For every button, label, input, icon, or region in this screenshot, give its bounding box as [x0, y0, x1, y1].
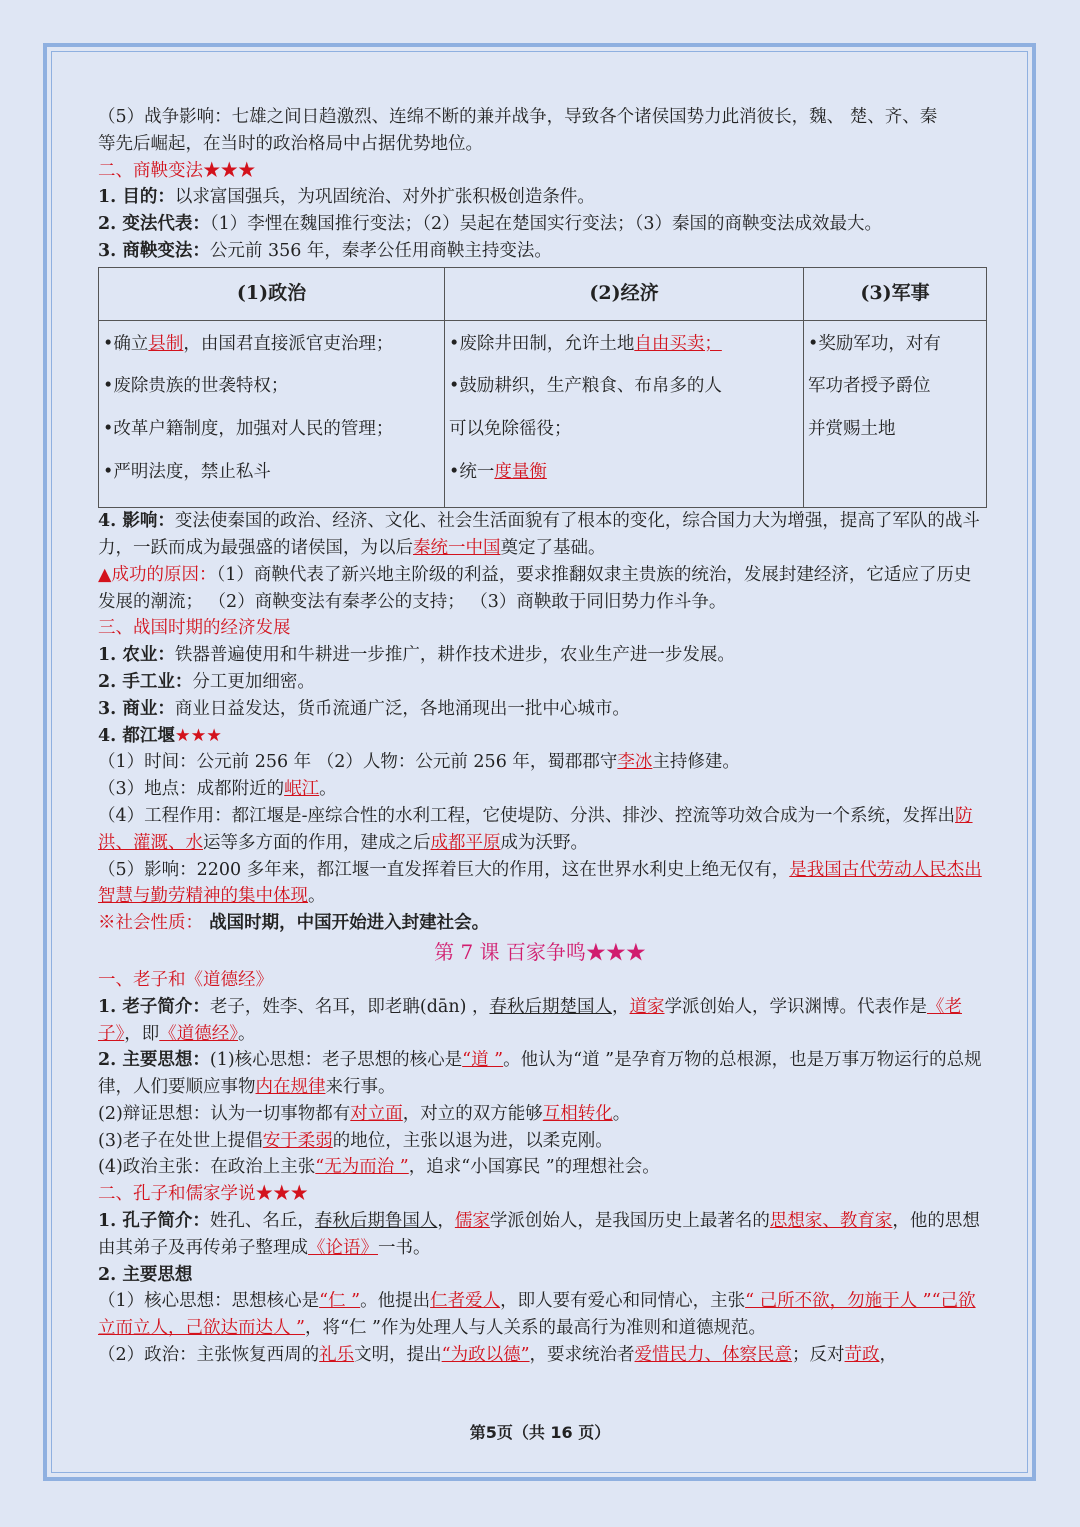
dujiangyan-time: （1）时间：公元前 256 年 （2）人物：公元前 256 年，蜀郡郡守李冰主持修建。	[98, 752, 740, 773]
confucius-politics: （2）政治：主张恢复西周的礼乐文明，提出“为政以德”，要求统治者爱惜民力、体察民意；反对苛政，	[98, 1345, 898, 1366]
handicraft: 2. 手工业：分工更加细密。	[98, 671, 315, 692]
free-trade-highlight: 自由买卖；	[634, 333, 722, 354]
shangyang-representatives: 2. 变法代表：（1）李悝在魏国推行变法；（2）吴起在楚国实行变法；（3）秦国的商鞅变法成效最大。	[98, 214, 883, 235]
agriculture: 1. 农业：铁器普遍使用和牛耕进一步推广，耕作技术进步，农业生产进一步发展。	[98, 645, 735, 666]
laozi-conduct: (3)老子在处世上提倡安于柔弱的地位，主张以退为进，以柔克刚。	[98, 1130, 613, 1151]
dujiangyan-place: （3）地点：成都附近的岷江。	[98, 779, 337, 800]
dujiangyan-impact: （5）影响：2200 多年来，都江堰一直发挥着巨大的作用，这在世界水利史上绝无仅有，是我国古代劳动人民杰出智慧与勤劳精神的集中体现。	[98, 859, 982, 907]
laozi-politics: (4)政治主张：在政治上主张“无为而治 ”，追求“小国寡民 ”的理想社会。	[98, 1157, 660, 1178]
confucius-core: （1）核心思想：思想核心是“仁 ”。他提出仁者爱人，即人要有爱心和同情心，主张“ 己所不欲，勿施于人 ”“己欲立而立人，己欲达而达人 ”，将“仁 ”作为处理人与人关系的最高行为准则和道德规范。	[98, 1291, 976, 1339]
shangyang-purpose: 1. 目的：以求富国强兵，为巩固统治、对外扩张积极创造条件。	[98, 187, 595, 208]
laozi-intro: 1. 老子简介：老子，姓李、名耳，即老聃(dān) ，春秋后期楚国人，道家学派创始人，学识渊博。代表作是《老子》，即《道德经》。	[98, 996, 962, 1044]
measures-highlight: 度量衡	[494, 461, 547, 482]
shangyang-impact: 4. 影响：变法使秦国的政治、经济、文化、社会生活面貌有了根本的变化，综合国力大为增强，提高了军队的战斗力，一跃而成为最强盛的诸侯国，为以后秦统一中国奠定了基础。	[98, 511, 980, 558]
page-number: 第5页（共 16 页）	[469, 1423, 611, 1442]
laozi-dialectic: (2)辩证思想：认为一切事物都有对立面，对立的双方能够互相转化。	[98, 1103, 631, 1124]
reform-table-header	[99, 267, 987, 320]
document-content	[98, 104, 982, 1369]
header-politics: (1)政治	[99, 267, 445, 320]
reform-table-row	[99, 320, 987, 507]
success-reasons: ▲成功的原因：（1）商鞅代表了新兴地主阶级的利益，要求推翻奴隶主贵族的统治，发展封建经济，它适应了历史发展的潮流； （2）商鞅变法有秦孝公的支持； （3）商鞅敢于同旧势力作斗争。	[98, 564, 972, 612]
laozi-core-thought: 2. 主要思想：(1)核心思想：老子思想的核心是“道 ”。他认为“道 ”是孕育万物的总根源，也是万事万物运行的总规律，人们要顺应事物内在规律来行事。	[98, 1050, 982, 1098]
commerce: 3. 商业：商业日益发达，货币流通广泛，各地涌现出一批中心城市。	[98, 698, 630, 719]
economy-heading: 三、战国时期的经济发展	[98, 618, 291, 639]
shangyang-heading: 二、商鞅变法★★★	[98, 160, 256, 181]
politics-cell: •确立县制，由国君直接派官吏治理； •废除贵族的世袭特权； •改革户籍制度，加强对人民的管理； •严明法度，禁止私斗	[99, 320, 445, 507]
military-cell: •奖励军功，对有 军功者授予爵位 并赏赐土地	[804, 320, 987, 507]
laozi-heading: 一、老子和《道德经》	[98, 969, 273, 990]
dujiangyan-function: （4）工程作用：都江堰是-座综合性的水利工程，它使堤防、分洪、排沙、控流等功效合成为一个系统，发挥出防洪、灌溉、水运等多方面的作用，建成之后成都平原成为沃野。	[98, 805, 973, 853]
header-economy: (2)经济	[445, 267, 804, 320]
confucius-intro: 1. 孔子简介：姓孔、名丘，春秋后期鲁国人，儒家学派创始人，是我国历史上最著名的思想家、教育家，他的思想由其弟子及再传弟子整理成《论语》一书。	[98, 1211, 980, 1258]
shangyang-reform: 3. 商鞅变法：公元前 356 年，秦孝公任用商鞅主持变法。	[98, 240, 552, 261]
war-effect-paragraph: （5）战争影响：七雄之间日趋激烈、连绵不断的兼并战争，导致各个诸侯国势力此消彼长，魏、 楚、齐、秦 等先后崛起，在当时的政治格局中占据优势地位。	[98, 107, 938, 154]
lesson-title: 第 7 课 百家争鸣★★★	[434, 939, 646, 964]
county-system-highlight: 县制	[148, 333, 184, 354]
economy-cell: •废除井田制，允许土地自由买卖； •鼓励耕织，生产粮食、布帛多的人 可以免除徭役； •统一度量衡	[445, 320, 804, 507]
social-nature: ※社会性质： 战国时期，中国开始进入封建社会。	[98, 913, 490, 934]
confucius-heading: 二、孔子和儒家学说★★★	[98, 1184, 308, 1205]
dujiangyan-heading: 4. 都江堰★★★	[98, 725, 222, 746]
confucius-main-thought: 2. 主要思想	[98, 1264, 193, 1285]
header-military: (3)军事	[804, 267, 987, 320]
reform-table	[98, 267, 987, 508]
